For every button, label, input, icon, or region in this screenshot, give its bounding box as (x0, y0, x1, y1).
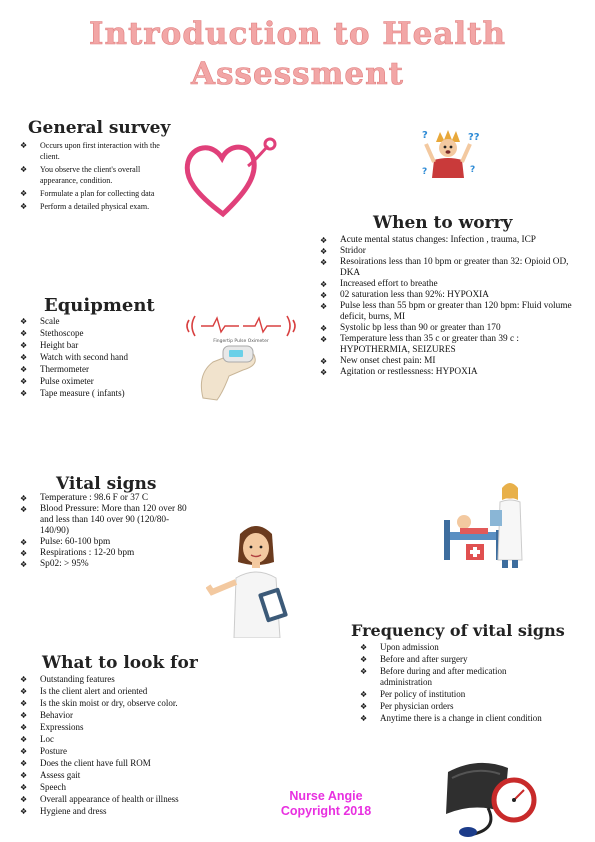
what-to-look-for-item: ❖ Outstanding features (20, 674, 235, 685)
equipment-heading: Equipment (44, 295, 155, 316)
svg-text:?: ? (470, 165, 476, 175)
frequency-item: ❖ Before and after surgery (360, 654, 550, 665)
what-to-look-for-list (20, 674, 235, 818)
svg-text:??: ?? (468, 132, 480, 143)
blood-pressure-monitor-icon (438, 752, 540, 838)
equipment-item: ❖ Thermometer (20, 364, 170, 375)
what-to-look-for-item: ❖ Speech (20, 782, 235, 793)
frequency-item: ❖ Before during and after medication administration (360, 666, 550, 688)
doctor-patient-icon (440, 480, 532, 570)
frequency-list (360, 642, 550, 725)
when-to-worry-item: ❖ Stridor (320, 246, 582, 257)
title-line-2: Assessment (191, 56, 404, 92)
heart-stethoscope-icon (178, 132, 288, 222)
frequency-item: ❖ Upon admission (360, 642, 550, 653)
what-to-look-for-item: ❖ Does the client have full ROM (20, 758, 235, 769)
when-to-worry-item: ❖ Pulse less than 55 bpm or greater than 120 bpm: Fluid volume deficit, burns, MI (320, 301, 582, 323)
page-title (0, 14, 595, 94)
nurse-icon (206, 518, 306, 638)
what-to-look-for-item: ❖ Hygiene and dress (20, 806, 235, 817)
vital-signs-item: ❖ Temperature : 98.6 F or 37 C (20, 493, 195, 504)
what-to-look-for-heading: What to look for (42, 653, 198, 673)
what-to-look-for-item: ❖ Is the skin moist or dry, observe color. (20, 698, 235, 709)
vital-signs-item: ❖ Pulse: 60-100 bpm (20, 537, 195, 548)
equipment-item: ❖ Watch with second hand (20, 352, 170, 363)
general-survey-item: ❖ Occurs upon first interaction with the client. (20, 140, 170, 162)
when-to-worry-item: ❖ New onset chest pain: MI (320, 356, 582, 367)
general-survey-item: ❖ Perform a detailed physical exam. (20, 201, 170, 212)
frequency-item: ❖ Per physician orders (360, 701, 550, 712)
what-to-look-for-item: ❖ Posture (20, 746, 235, 757)
general-survey-item: ❖ You observe the client's overall appearance, condition. (20, 164, 170, 186)
equipment-item: ❖ Scale (20, 316, 170, 327)
credit-author: Nurse Angie (289, 789, 363, 803)
credit (262, 789, 390, 819)
confused-person-icon (420, 126, 480, 178)
when-to-worry-item: ❖ 02 saturation less than 92%: HYPOXIA (320, 290, 582, 301)
equipment-item: ❖ Stethoscope (20, 328, 170, 339)
when-to-worry-item: ❖ Increased effort to breathe (320, 279, 582, 290)
vital-signs-list (20, 493, 195, 570)
what-to-look-for-item: ❖ Loc (20, 734, 235, 745)
svg-text:?: ? (422, 130, 428, 141)
when-to-worry-item: ❖ Systolic bp less than 90 or greater than 170 (320, 323, 582, 334)
what-to-look-for-item: ❖ Expressions (20, 722, 235, 733)
general-survey-list (20, 140, 170, 214)
pulse-oximeter-icon (183, 302, 299, 404)
what-to-look-for-item: ❖ Behavior (20, 710, 235, 721)
oximeter-caption: Fingertip Pulse Oximeter (213, 339, 269, 344)
frequency-heading: Frequency of vital signs (351, 621, 565, 640)
when-to-worry-list (320, 235, 582, 378)
frequency-item: ❖ Per policy of institution (360, 689, 550, 700)
general-survey-heading: General survey (28, 118, 171, 138)
when-to-worry-heading: When to worry (373, 213, 513, 233)
what-to-look-for-item: ❖ Is the client alert and oriented (20, 686, 235, 697)
title-line-1: Introduction to Health (88, 16, 507, 52)
what-to-look-for-item: ❖ Overall appearance of health or illness (20, 794, 235, 805)
when-to-worry-item: ❖ Resoirations less than 10 bpm or greater than 32: Opioid OD, DKA (320, 257, 582, 279)
equipment-list (20, 316, 170, 400)
credit-copyright: Copyright 2018 (280, 804, 372, 818)
equipment-item: ❖ Height bar (20, 340, 170, 351)
svg-text:?: ? (422, 167, 428, 177)
frequency-item: ❖ Anytime there is a change in client condition (360, 713, 550, 724)
vital-signs-item: ❖ Blood Pressure: More than 120 over 80 and less than 140 over 90 (120/80-140/90) (20, 504, 195, 537)
equipment-item: ❖ Tape measure ( infants) (20, 388, 170, 399)
when-to-worry-item: ❖ Acute mental status changes: Infection , trauma, ICP (320, 235, 582, 246)
what-to-look-for-item: ❖ Assess gait (20, 770, 235, 781)
vital-signs-heading: Vital signs (56, 474, 157, 494)
general-survey-item: ❖ Formulate a plan for collecting data (20, 188, 170, 199)
vital-signs-item: ❖ Sp02: > 95% (20, 559, 195, 570)
when-to-worry-item: ❖ Agitation or restlessness: HYPOXIA (320, 367, 582, 378)
vital-signs-item: ❖ Respirations : 12-20 bpm (20, 548, 195, 559)
when-to-worry-item: ❖ Temperature less than 35 c or greater than 39 c : HYPOTHERMIA, SEIZURES (320, 334, 582, 356)
equipment-item: ❖ Pulse oximeter (20, 376, 170, 387)
